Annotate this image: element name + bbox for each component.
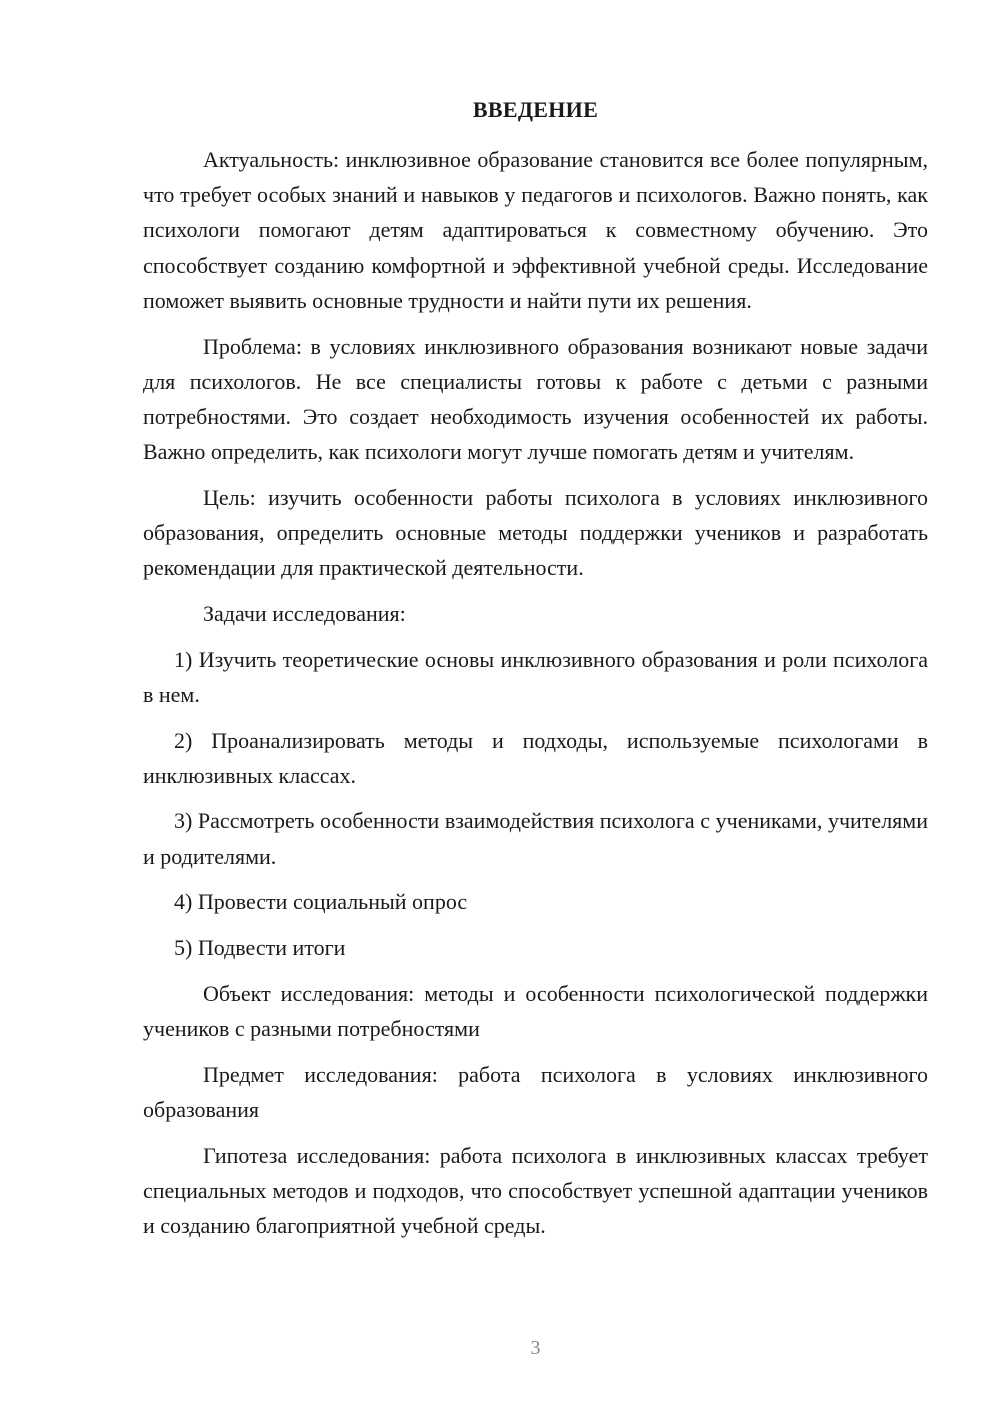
page-number: 3: [530, 1337, 541, 1359]
document-page: [143, 0, 928, 1414]
task-item-2: 2) Проанализировать методы и подходы, используемые психологами в инклюзивных классах.: [143, 727, 928, 788]
page-title: ВВЕДЕНИЕ: [472, 97, 599, 122]
task-item-1: 1) Изучить теоретические основы инклюзивного образования и роли психолога в нем.: [143, 646, 928, 707]
document-body: [143, 142, 928, 1254]
tasks-heading: Задачи исследования:: [203, 600, 406, 626]
relevance-paragraph: Актуальность: инклюзивное образование становится все более популярным, что требует особых знаний и навыков у педагогов и психологов. Важно понять, как психологи помогают детям адаптироваться к совместному обучению. Это способствует созданию комфортной и эффективной учебной среды. Исследование поможет выявить основные трудности и найти пути их решения.: [143, 147, 928, 313]
subject-paragraph: Предмет исследования: работа психолога в условиях инклюзивного образования: [143, 1061, 928, 1122]
task-item-5: 5) Подвести итоги: [174, 935, 346, 961]
task-item-4: 4) Провести социальный опрос: [174, 889, 468, 915]
task-item-3: 3) Рассмотреть особенности взаимодействия психолога с учениками, учителями и родителями.: [143, 808, 928, 869]
object-paragraph: Объект исследования: методы и особенности психологической поддержки учеников с разными потребностями: [143, 980, 928, 1041]
problem-paragraph: Проблема: в условиях инклюзивного образования возникают новые задачи для психологов. Не все специалисты готовы к работе с детьми с разными потребностями. Это создает необходимость изучения особенностей их работы. Важно определить, как психологи могут лучше помогать детям и учителям.: [143, 333, 928, 465]
hypothesis-paragraph: Гипотеза исследования: работа психолога в инклюзивных классах требует специальных методов и подходов, что способствует успешной адаптации учеников и созданию благоприятной учебной среды.: [143, 1142, 928, 1238]
goal-paragraph: Цель: изучить особенности работы психолога в условиях инклюзивного образования, определить основные методы поддержки учеников и разработать рекомендации для практической деятельности.: [143, 484, 928, 581]
